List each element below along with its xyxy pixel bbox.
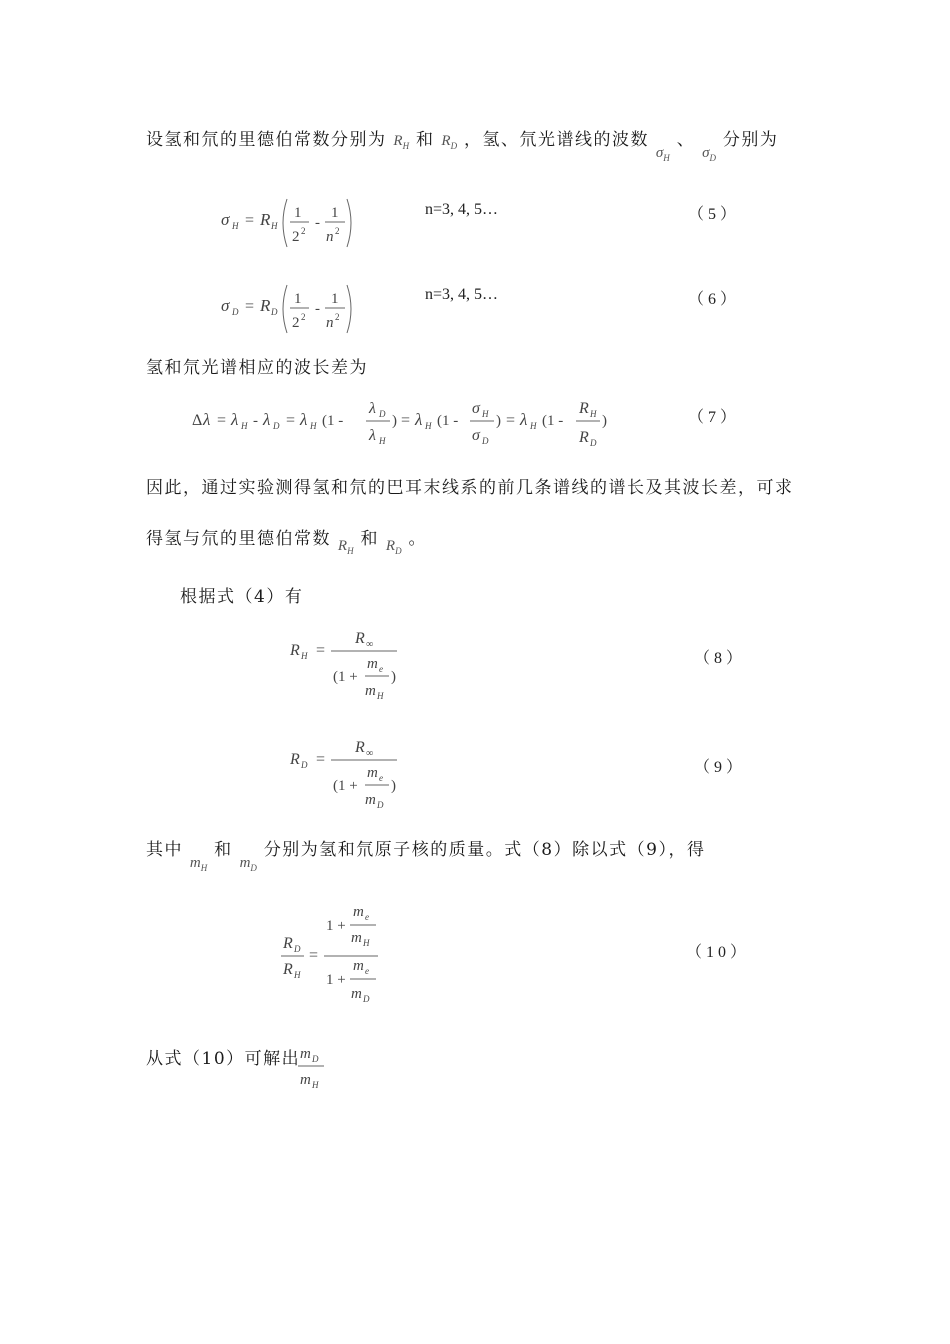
- svg-text:e: e: [365, 912, 369, 922]
- svg-text:(1 -: (1 -: [542, 413, 564, 429]
- svg-text:R: R: [290, 751, 300, 768]
- svg-text:H: H: [301, 651, 308, 661]
- svg-text:2: 2: [301, 226, 306, 236]
- eq5-n-range: n=3, 4, 5…: [425, 201, 499, 218]
- svg-text:1: 1: [294, 205, 302, 221]
- var-sigmaH: $\sigma_H$: [655, 145, 670, 163]
- svg-text:λ: λ: [415, 410, 423, 429]
- svg-text:(1 +: (1 +: [333, 778, 358, 794]
- svg-text:m: m: [353, 958, 364, 974]
- svg-text:R: R: [579, 400, 589, 417]
- svg-text:=: =: [245, 298, 255, 315]
- svg-text:σ: σ: [472, 427, 480, 444]
- text-wavelength-diff: 氢和氘光谱相应的波长差为: [146, 358, 368, 378]
- svg-text:R: R: [283, 935, 293, 952]
- svg-text:=: =: [316, 642, 326, 659]
- equation-5: [215, 193, 375, 255]
- svg-text:m: m: [365, 683, 376, 699]
- svg-text:2: 2: [292, 315, 300, 331]
- svg-text:=: =: [217, 412, 227, 429]
- svg-text:m: m: [367, 765, 378, 781]
- equation-6: [215, 279, 375, 341]
- equation-8: [285, 625, 415, 709]
- svg-text:D: D: [273, 421, 280, 431]
- intro-sep: 、: [676, 130, 696, 150]
- svg-text:λ: λ: [203, 410, 211, 429]
- svg-text:-: -: [315, 215, 320, 231]
- var-mD: $m_D$: [239, 855, 257, 873]
- svg-text:λ: λ: [369, 400, 376, 417]
- svg-text:R: R: [290, 642, 300, 659]
- svg-text:=: =: [245, 212, 255, 229]
- svg-text:1: 1: [294, 291, 302, 307]
- para-therefore-line1: 因此，通过实验测得氢和氘的巴耳末线系的前几条谱线的谱长及其波长差，可求: [146, 478, 794, 498]
- intro-text-1: 设氢和氘的里德伯常数分别为: [146, 130, 387, 150]
- svg-text:∞: ∞: [366, 748, 374, 759]
- equation-10: [278, 898, 398, 1017]
- svg-text:=: =: [286, 412, 296, 429]
- var-RH: $R_H$: [393, 133, 410, 151]
- svg-text:R: R: [355, 630, 365, 647]
- svg-text:): ): [496, 413, 501, 429]
- eq7-number: （7）: [688, 409, 741, 426]
- svg-text:=: =: [401, 412, 411, 429]
- svg-text:R: R: [355, 739, 365, 756]
- eq6-n-range: n=3, 4, 5…: [425, 286, 499, 303]
- text-according-eq4: 根据式（4）有: [180, 587, 304, 607]
- svg-text:): ): [392, 413, 397, 429]
- svg-text:∞: ∞: [366, 639, 374, 650]
- svg-text:2: 2: [335, 312, 340, 322]
- svg-text:Δ: Δ: [192, 412, 203, 429]
- svg-text:(1 +: (1 +: [333, 669, 358, 685]
- svg-text:): ): [391, 778, 396, 794]
- svg-text:H: H: [377, 691, 384, 701]
- svg-text:=: =: [316, 751, 326, 768]
- svg-text:e: e: [365, 966, 369, 976]
- svg-text:H: H: [271, 221, 278, 231]
- eq8-number: （8）: [694, 650, 747, 667]
- svg-text:m: m: [351, 930, 362, 946]
- svg-text:D: D: [294, 944, 301, 954]
- svg-text:1: 1: [331, 205, 339, 221]
- var-sigmaD: $\sigma_D$: [702, 145, 716, 163]
- eq6-number: （6）: [688, 291, 741, 308]
- svg-text:2: 2: [292, 229, 300, 245]
- svg-text:1: 1: [331, 291, 339, 307]
- svg-text:D: D: [271, 307, 278, 317]
- svg-text:=: =: [506, 412, 516, 429]
- svg-text:H: H: [379, 436, 386, 446]
- svg-text:H: H: [310, 421, 317, 431]
- svg-text:λ: λ: [300, 410, 308, 429]
- equation-9: [285, 734, 415, 818]
- svg-text:m: m: [300, 1072, 311, 1088]
- eq10-number: （10）: [686, 944, 751, 961]
- para-therefore-line2: 得氢与氘的里德伯常数 $R_H$ 和 $R_D$ 。: [146, 529, 427, 556]
- var-RH-2: $R_H$: [337, 538, 354, 556]
- svg-text:D: D: [377, 800, 384, 810]
- svg-text:H: H: [294, 970, 301, 980]
- svg-text:D: D: [301, 760, 308, 770]
- intro-text-3: 分别为: [722, 130, 779, 150]
- svg-text:m: m: [353, 904, 364, 920]
- svg-text:H: H: [425, 421, 432, 431]
- svg-text:D: D: [590, 438, 597, 448]
- svg-text:R: R: [579, 429, 589, 446]
- svg-text:D: D: [312, 1054, 319, 1064]
- svg-text:): ): [391, 669, 396, 685]
- svg-text:σ: σ: [221, 296, 230, 315]
- intro-text-2: ，氢、氘光谱线的波数: [463, 130, 649, 150]
- svg-text:-: -: [315, 301, 320, 317]
- svg-text:R: R: [260, 296, 271, 315]
- svg-text:(1 -: (1 -: [322, 413, 344, 429]
- svg-text:λ: λ: [520, 410, 528, 429]
- svg-text:σ: σ: [472, 400, 480, 417]
- svg-text:e: e: [379, 773, 383, 783]
- svg-text:H: H: [363, 938, 370, 948]
- svg-text:2: 2: [301, 312, 306, 322]
- intro-and: 和: [415, 130, 435, 150]
- svg-text:R: R: [260, 210, 271, 229]
- eq5-number: （5）: [688, 206, 741, 223]
- svg-text:λ: λ: [231, 410, 239, 429]
- svg-text:λ: λ: [369, 427, 376, 444]
- svg-text:H: H: [482, 409, 489, 419]
- svg-text:H: H: [590, 409, 597, 419]
- para-where: 其中 $m_H$ 和 $m_D$ 分别为氢和氘原子核的质量。式（8）除以式（9），得: [146, 840, 706, 873]
- svg-text:1 +: 1 +: [326, 918, 346, 934]
- svg-text:n: n: [326, 229, 334, 245]
- var-mH: $m_H$: [189, 855, 208, 873]
- svg-text:D: D: [363, 994, 370, 1004]
- svg-text:m: m: [300, 1046, 311, 1062]
- svg-text:H: H: [241, 421, 248, 431]
- svg-text:R: R: [283, 961, 293, 978]
- var-RD: $R_D$: [441, 133, 458, 151]
- para-solve: 从式（10）可解出: [146, 1049, 301, 1069]
- svg-text:e: e: [379, 664, 383, 674]
- svg-text:m: m: [367, 656, 378, 672]
- svg-text:n: n: [326, 315, 334, 331]
- svg-text:H: H: [530, 421, 537, 431]
- svg-text:H: H: [312, 1080, 319, 1090]
- equation-7: [188, 395, 628, 459]
- svg-text:D: D: [379, 409, 386, 419]
- svg-text:D: D: [232, 307, 239, 317]
- svg-text:λ: λ: [263, 410, 271, 429]
- svg-text:2: 2: [335, 226, 340, 236]
- svg-text:H: H: [232, 221, 239, 231]
- svg-text:): ): [602, 413, 607, 429]
- svg-text:D: D: [482, 436, 489, 446]
- fraction-mD-mH: [296, 1040, 336, 1094]
- svg-text:=: =: [309, 947, 319, 964]
- eq9-number: （9）: [694, 759, 747, 776]
- svg-text:m: m: [351, 986, 362, 1002]
- svg-text:1 +: 1 +: [326, 972, 346, 988]
- var-RD-2: $R_D$: [385, 538, 402, 556]
- svg-text:-: -: [253, 413, 258, 429]
- svg-text:(1 -: (1 -: [437, 413, 459, 429]
- intro-line: [146, 125, 779, 163]
- svg-text:m: m: [365, 792, 376, 808]
- svg-text:σ: σ: [221, 210, 230, 229]
